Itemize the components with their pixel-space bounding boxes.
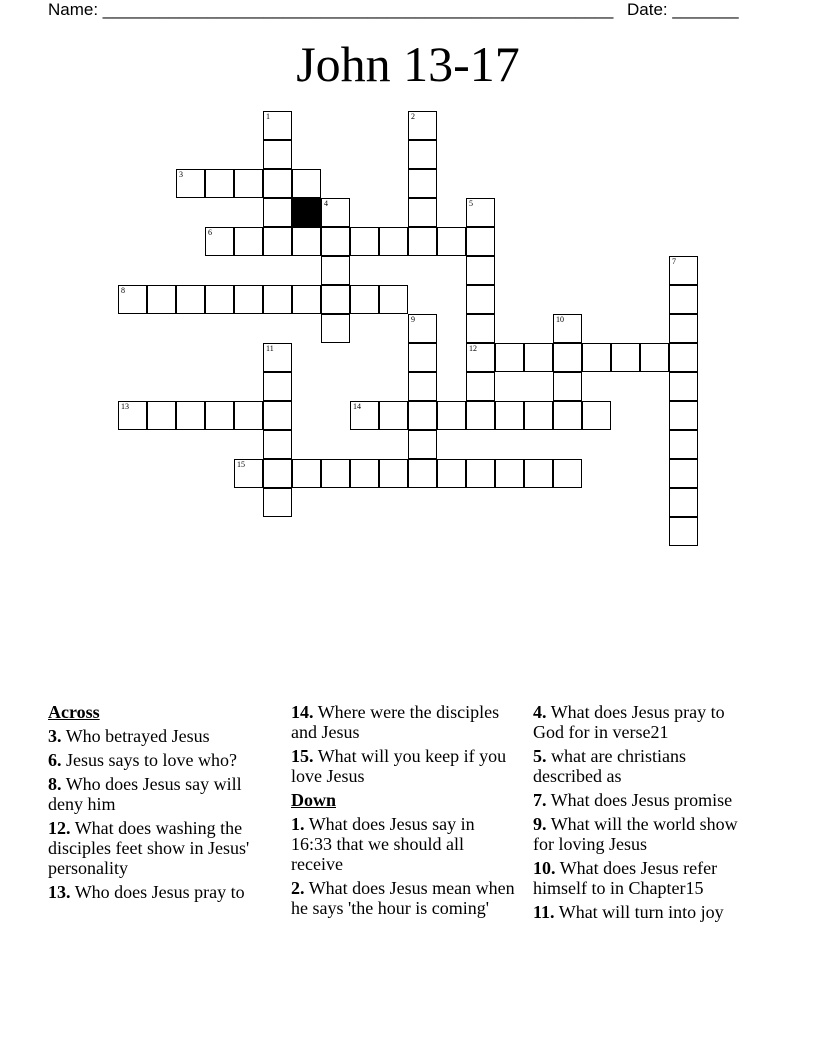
clue-number: 4. bbox=[533, 702, 547, 722]
crossword-cell[interactable] bbox=[611, 343, 640, 372]
crossword-cell[interactable] bbox=[495, 401, 524, 430]
crossword-cell[interactable] bbox=[582, 401, 611, 430]
clues-column-3 bbox=[533, 702, 759, 926]
clue-text: Who does Jesus pray to bbox=[74, 882, 245, 902]
crossword-cell[interactable] bbox=[524, 459, 553, 488]
crossword-cell[interactable] bbox=[437, 227, 466, 256]
crossword-cell[interactable] bbox=[321, 198, 350, 227]
crossword-cell[interactable] bbox=[408, 372, 437, 401]
crossword-cell[interactable] bbox=[408, 227, 437, 256]
cell-number: 11 bbox=[266, 344, 274, 353]
crossword-cell[interactable] bbox=[263, 169, 292, 198]
crossword-cell[interactable] bbox=[408, 401, 437, 430]
crossword-cell[interactable] bbox=[350, 285, 379, 314]
across-clue-12 bbox=[48, 818, 270, 878]
down-clue-2 bbox=[291, 878, 519, 918]
crossword-cell[interactable] bbox=[408, 198, 437, 227]
down-clue-7 bbox=[533, 790, 759, 810]
crossword-cell[interactable] bbox=[205, 401, 234, 430]
crossword-cell[interactable] bbox=[263, 372, 292, 401]
crossword-cell[interactable] bbox=[263, 401, 292, 430]
crossword-cell[interactable] bbox=[553, 314, 582, 343]
crossword-cell[interactable] bbox=[176, 169, 205, 198]
crossword-cell[interactable] bbox=[408, 140, 437, 169]
crossword-cell[interactable] bbox=[205, 285, 234, 314]
clue-number: 9. bbox=[533, 814, 547, 834]
cell-number: 8 bbox=[121, 286, 125, 295]
crossword-cell[interactable] bbox=[466, 372, 495, 401]
crossword-cell[interactable] bbox=[263, 227, 292, 256]
clues-column-2 bbox=[291, 702, 519, 922]
clue-text: What does Jesus promise bbox=[550, 790, 733, 810]
crossword-cell[interactable] bbox=[176, 285, 205, 314]
crossword-cell[interactable] bbox=[553, 372, 582, 401]
crossword-cell[interactable] bbox=[466, 256, 495, 285]
crossword-cell[interactable] bbox=[466, 285, 495, 314]
crossword-cell[interactable] bbox=[205, 169, 234, 198]
crossword-cell[interactable] bbox=[669, 488, 698, 517]
crossword-cell[interactable] bbox=[234, 227, 263, 256]
down-heading: Down bbox=[291, 790, 337, 810]
clue-number: 13. bbox=[48, 882, 71, 902]
clue-number: 5. bbox=[533, 746, 547, 766]
clue-text: Where were the disciples and Jesus bbox=[291, 702, 500, 742]
crossword-cell[interactable] bbox=[234, 285, 263, 314]
across-heading: Across bbox=[48, 702, 100, 722]
clues-column-1 bbox=[48, 702, 270, 906]
across-clue-13 bbox=[48, 882, 270, 902]
crossword-cell[interactable] bbox=[640, 343, 669, 372]
crossword-cell[interactable] bbox=[408, 314, 437, 343]
across-clue-6 bbox=[48, 750, 270, 770]
clue-text: What does Jesus pray to God for in verse21 bbox=[533, 702, 725, 742]
crossword-cell[interactable] bbox=[408, 169, 437, 198]
crossword-cell[interactable] bbox=[408, 430, 437, 459]
crossword-cell[interactable] bbox=[321, 459, 350, 488]
crossword-cell[interactable] bbox=[437, 459, 466, 488]
clue-text: what are christians described as bbox=[533, 746, 686, 786]
crossword-cell[interactable] bbox=[234, 459, 263, 488]
cell-number: 5 bbox=[469, 199, 473, 208]
crossword-cell[interactable] bbox=[669, 517, 698, 546]
crossword-cell[interactable] bbox=[466, 459, 495, 488]
crossword-cell[interactable] bbox=[466, 227, 495, 256]
crossword-cell[interactable] bbox=[292, 227, 321, 256]
across-clue-3 bbox=[48, 726, 270, 746]
crossword-cell[interactable] bbox=[321, 285, 350, 314]
clue-text: What does washing the disciples feet show in Jesus' personality bbox=[48, 818, 250, 878]
crossword-cell[interactable] bbox=[669, 459, 698, 488]
clue-text: Jesus says to love who? bbox=[66, 750, 237, 770]
crossword-cell[interactable] bbox=[553, 459, 582, 488]
crossword-cell[interactable] bbox=[350, 401, 379, 430]
cell-number: 14 bbox=[353, 402, 361, 411]
crossword-cell[interactable] bbox=[292, 169, 321, 198]
down-clue-10 bbox=[533, 858, 759, 898]
crossword-cell[interactable] bbox=[669, 256, 698, 285]
crossword-cell[interactable] bbox=[321, 314, 350, 343]
clue-text: Who does Jesus say will deny him bbox=[48, 774, 242, 814]
crossword-cell[interactable] bbox=[466, 401, 495, 430]
crossword-cell[interactable] bbox=[669, 343, 698, 372]
crossword-cell[interactable] bbox=[408, 111, 437, 140]
clue-text: Who betrayed Jesus bbox=[65, 726, 210, 746]
crossword-cell[interactable] bbox=[263, 430, 292, 459]
crossword-cell[interactable] bbox=[408, 343, 437, 372]
crossword-cell[interactable] bbox=[669, 372, 698, 401]
cell-number: 1 bbox=[266, 112, 270, 121]
clue-number: 10. bbox=[533, 858, 556, 878]
clue-number: 7. bbox=[533, 790, 547, 810]
black-cell bbox=[292, 198, 321, 227]
clue-text: What will turn into joy bbox=[558, 902, 724, 922]
page-title: John 13-17 bbox=[296, 36, 520, 92]
crossword-cell[interactable] bbox=[263, 285, 292, 314]
crossword-cell[interactable] bbox=[408, 459, 437, 488]
crossword-cell[interactable] bbox=[495, 459, 524, 488]
crossword-cell[interactable] bbox=[118, 285, 147, 314]
cell-number: 6 bbox=[208, 228, 212, 237]
crossword-cell[interactable] bbox=[176, 401, 205, 430]
crossword-cell[interactable] bbox=[524, 401, 553, 430]
crossword-cell[interactable] bbox=[263, 488, 292, 517]
crossword-cell[interactable] bbox=[263, 459, 292, 488]
down-clue-11 bbox=[533, 902, 759, 922]
name-field[interactable]: Name: ______________________________________________________ bbox=[48, 0, 614, 19]
crossword-cell[interactable] bbox=[263, 140, 292, 169]
crossword-cell[interactable] bbox=[553, 401, 582, 430]
crossword-cell[interactable] bbox=[147, 285, 176, 314]
cell-number: 12 bbox=[469, 344, 477, 353]
down-clue-4 bbox=[533, 702, 759, 742]
clue-number: 12. bbox=[48, 818, 71, 838]
crossword-cell[interactable] bbox=[350, 227, 379, 256]
crossword-cell[interactable] bbox=[437, 401, 466, 430]
crossword-cell[interactable] bbox=[263, 111, 292, 140]
clue-text: What does Jesus say in 16:33 that we should all receive bbox=[291, 814, 475, 874]
down-clue-1 bbox=[291, 814, 519, 874]
crossword-cell[interactable] bbox=[263, 198, 292, 227]
crossword-cell[interactable] bbox=[524, 343, 553, 372]
crossword-cell[interactable] bbox=[263, 343, 292, 372]
cell-number: 4 bbox=[324, 199, 328, 208]
clue-text: What does Jesus mean when he says 'the hour is coming' bbox=[291, 878, 515, 918]
clue-number: 11. bbox=[533, 902, 555, 922]
crossword-cell[interactable] bbox=[582, 343, 611, 372]
crossword-cell[interactable] bbox=[379, 401, 408, 430]
clue-number: 14. bbox=[291, 702, 314, 722]
crossword-cell[interactable] bbox=[292, 285, 321, 314]
crossword-cell[interactable] bbox=[321, 256, 350, 285]
cell-number: 10 bbox=[556, 315, 564, 324]
crossword-cell[interactable] bbox=[321, 227, 350, 256]
across-clue-15 bbox=[291, 746, 519, 786]
down-clue-5 bbox=[533, 746, 759, 786]
crossword-cell[interactable] bbox=[118, 401, 147, 430]
clue-text: What will the world show for loving Jesus bbox=[533, 814, 738, 854]
crossword-cell[interactable] bbox=[350, 459, 379, 488]
clue-number: 6. bbox=[48, 750, 62, 770]
clue-number: 15. bbox=[291, 746, 314, 766]
crossword-cell[interactable] bbox=[553, 343, 582, 372]
crossword-cell[interactable] bbox=[234, 169, 263, 198]
crossword-cell[interactable] bbox=[495, 343, 524, 372]
date-field[interactable]: Date: _______ bbox=[627, 0, 739, 19]
crossword-cell[interactable] bbox=[379, 459, 408, 488]
crossword-cell[interactable] bbox=[379, 285, 408, 314]
crossword-cell[interactable] bbox=[669, 430, 698, 459]
crossword-cell[interactable] bbox=[292, 459, 321, 488]
crossword-cell[interactable] bbox=[466, 198, 495, 227]
clue-number: 2. bbox=[291, 878, 305, 898]
across-clue-14 bbox=[291, 702, 519, 742]
crossword-cell[interactable] bbox=[205, 227, 234, 256]
cell-number: 9 bbox=[411, 315, 415, 324]
clue-text: What does Jesus refer himself to in Chapter15 bbox=[533, 858, 718, 898]
clue-number: 8. bbox=[48, 774, 62, 794]
crossword-cell[interactable] bbox=[379, 227, 408, 256]
down-clue-9 bbox=[533, 814, 759, 854]
crossword-cell[interactable] bbox=[669, 285, 698, 314]
crossword-cell[interactable] bbox=[234, 401, 263, 430]
cell-number: 3 bbox=[179, 170, 183, 179]
cell-number: 7 bbox=[672, 257, 676, 266]
cell-number: 13 bbox=[121, 402, 129, 411]
across-clue-8 bbox=[48, 774, 270, 814]
clue-text: What will you keep if you love Jesus bbox=[291, 746, 507, 786]
crossword-cell[interactable] bbox=[147, 401, 176, 430]
crossword-cell[interactable] bbox=[669, 401, 698, 430]
crossword-cell[interactable] bbox=[466, 343, 495, 372]
clue-number: 1. bbox=[291, 814, 305, 834]
crossword-cell[interactable] bbox=[466, 314, 495, 343]
crossword-cell[interactable] bbox=[669, 314, 698, 343]
clue-number: 3. bbox=[48, 726, 62, 746]
cell-number: 15 bbox=[237, 460, 245, 469]
cell-number: 2 bbox=[411, 112, 415, 121]
